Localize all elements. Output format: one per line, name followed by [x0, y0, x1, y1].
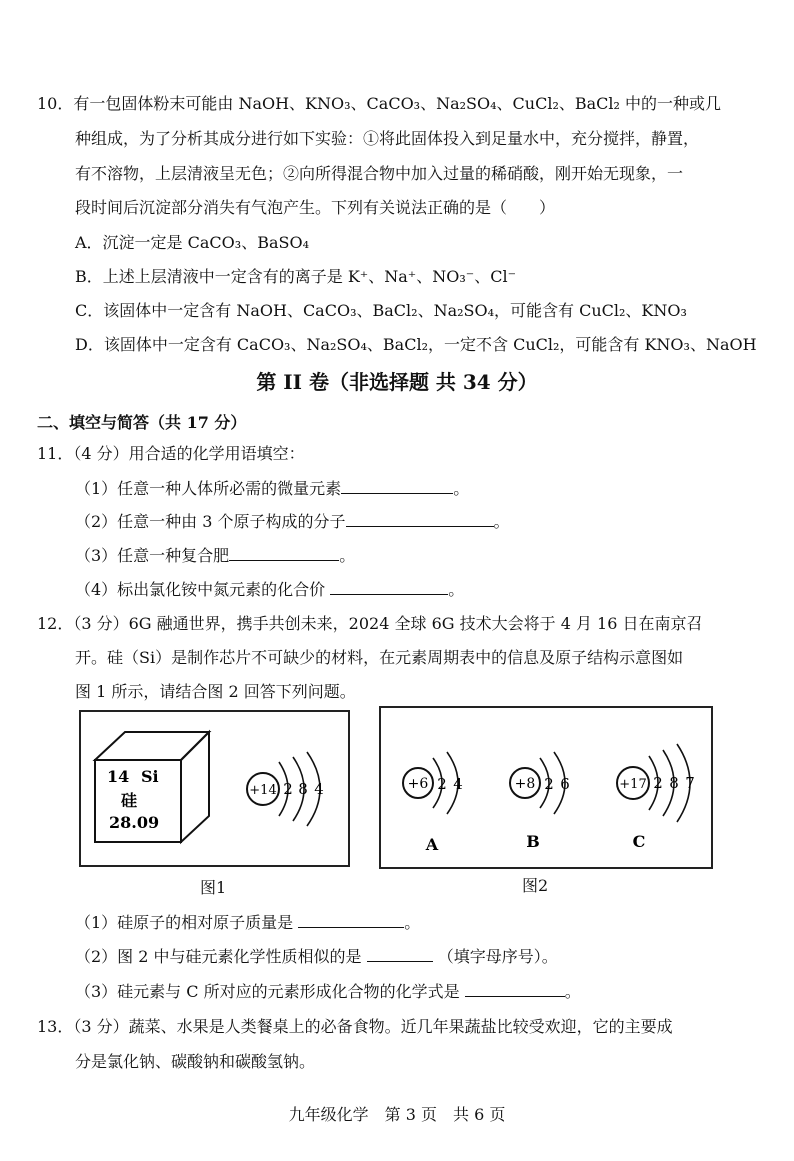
- part2-title: 第 II 卷（非选择题 共 34 分）: [256, 370, 538, 394]
- q12-line2: 开。硅（Si）是制作芯片不可缺少的材料，在元素周期表中的信息及原子结构示意图如: [75, 648, 684, 667]
- period: 。: [404, 913, 421, 932]
- element-symbol: Si: [141, 767, 159, 786]
- q12-sub1-text: （1）硅原子的相对原子质量是: [75, 913, 294, 932]
- q13-line2: 分是氯化钠、碳酸钠和碳酸氢钠。: [75, 1052, 316, 1071]
- electron-count: 2: [283, 780, 293, 798]
- electron-count: 4: [314, 780, 324, 798]
- atom-label: A: [425, 835, 439, 854]
- q12-sub2: [75, 947, 558, 967]
- atom-a: [403, 752, 463, 854]
- nucleus-charge: +8: [514, 776, 536, 792]
- period: 。: [448, 580, 465, 599]
- q10-option-c: C．该固体中一定含有 NaOH、CaCO₃、BaCl₂、Na₂SO₄，可能含有 CuCl₂、KNO₃: [75, 301, 687, 320]
- figure-2: [379, 706, 713, 869]
- atom-c: [617, 744, 695, 851]
- q10-option-a: A．沉淀一定是 CaCO₃、BaSO₄: [75, 233, 309, 252]
- nucleus-charge: +17: [619, 777, 647, 792]
- element-number: 14: [107, 767, 130, 786]
- answer-blank[interactable]: [341, 479, 453, 494]
- period: 。: [493, 512, 510, 531]
- q11-sub1: [75, 479, 469, 499]
- nucleus-charge: +6: [407, 776, 429, 792]
- section-heading: 二、填空与简答（共 17 分）: [37, 413, 247, 432]
- answer-blank[interactable]: [298, 913, 404, 928]
- q12-sub2-text: （2）图 2 中与硅元素化学性质相似的是: [75, 947, 362, 966]
- electron-count: 8: [298, 780, 308, 798]
- q10-line2: 种组成，为了分析其成分进行如下实验：①将此固体投入到足量水中，充分搅拌，静置，: [75, 129, 700, 148]
- q11-sub3: [75, 546, 355, 566]
- answer-blank[interactable]: [229, 546, 339, 561]
- q10-line4: 段时间后沉淀部分消失有气泡产生。下列有关说法正确的是（ ）: [75, 198, 556, 217]
- electron-count: 2: [437, 775, 447, 793]
- q10-option-d: D．该固体中一定含有 CaCO₃、Na₂SO₄、BaCl₂，一定不含 CuCl₂，可能含有 KNO₃、NaOH: [75, 335, 757, 354]
- electron-count: 7: [685, 774, 695, 792]
- figure-1-caption: 图1: [200, 878, 227, 897]
- q12-sub2-hint: （填字母序号）。: [437, 947, 558, 966]
- electron-count: 8: [669, 774, 679, 792]
- answer-blank[interactable]: [465, 982, 565, 997]
- electron-count: 2: [653, 774, 663, 792]
- answer-blank[interactable]: [346, 512, 494, 527]
- period: 。: [453, 479, 470, 498]
- silicon-atom-structure: [247, 752, 324, 826]
- q11-sub4: [75, 580, 464, 600]
- q12-line3: 图 1 所示，请结合图 2 回答下列问题。: [75, 682, 356, 701]
- q12-sub3-text: （3）硅元素与 C 所对应的元素形成化合物的化学式是: [75, 982, 460, 1001]
- nucleus-charge: +14: [249, 783, 277, 798]
- atom-label: C: [632, 832, 646, 851]
- q11-sub3-text: （3）任意一种复合肥: [75, 546, 230, 565]
- q12-line1: 12．（3 分）6G 融通世界，携手共创未来，2024 全球 6G 技术大会将于 4 月 16 日在南京召: [37, 614, 703, 633]
- period: 。: [564, 982, 581, 1001]
- q13-line1: 13．（3 分）蔬菜、水果是人类餐桌上的必备食物。近几年果蔬盐比较受欢迎，它的主要成: [37, 1017, 673, 1036]
- q11-sub2: [75, 512, 510, 532]
- q11-sub4-text: （4）标出氯化铵中氮元素的化合价: [75, 580, 326, 599]
- answer-blank[interactable]: [367, 947, 433, 962]
- q10-line1: 10．有一包固体粉末可能由 NaOH、KNO₃、CaCO₃、Na₂SO₄、CuCl₂、BaCl₂ 中的一种或几: [37, 94, 722, 113]
- electron-count: 2: [544, 775, 554, 793]
- electron-count: 4: [453, 775, 463, 793]
- figure-1: [79, 710, 350, 867]
- q11-stem: 11．（4 分）用合适的化学用语填空：: [37, 444, 305, 463]
- q10-line3: 有不溶物，上层清液呈无色；②向所得混合物中加入过量的稀硝酸，刚开始无现象，一: [75, 164, 684, 183]
- q12-sub1: [75, 913, 420, 933]
- element-name: 硅: [121, 791, 138, 810]
- q12-sub3: [75, 982, 581, 1002]
- q11-sub1-text: （1）任意一种人体所必需的微量元素: [75, 479, 342, 498]
- element-mass: 28.09: [109, 813, 160, 832]
- electron-count: 6: [560, 775, 570, 793]
- answer-blank[interactable]: [330, 580, 448, 595]
- page-footer: 九年级化学 第 3 页 共 6 页: [288, 1105, 506, 1124]
- atom-b: [510, 752, 570, 851]
- q11-sub2-text: （2）任意一种由 3 个原子构成的分子: [75, 512, 346, 531]
- period: 。: [339, 546, 356, 565]
- atom-label: B: [526, 832, 540, 851]
- figure-2-caption: 图2: [522, 876, 549, 895]
- figure-2-drawing: [381, 708, 711, 867]
- figure-1-drawing: [81, 712, 348, 865]
- q10-option-b: B．上述上层清液中一定含有的离子是 K⁺、Na⁺、NO₃⁻、Cl⁻: [75, 267, 517, 286]
